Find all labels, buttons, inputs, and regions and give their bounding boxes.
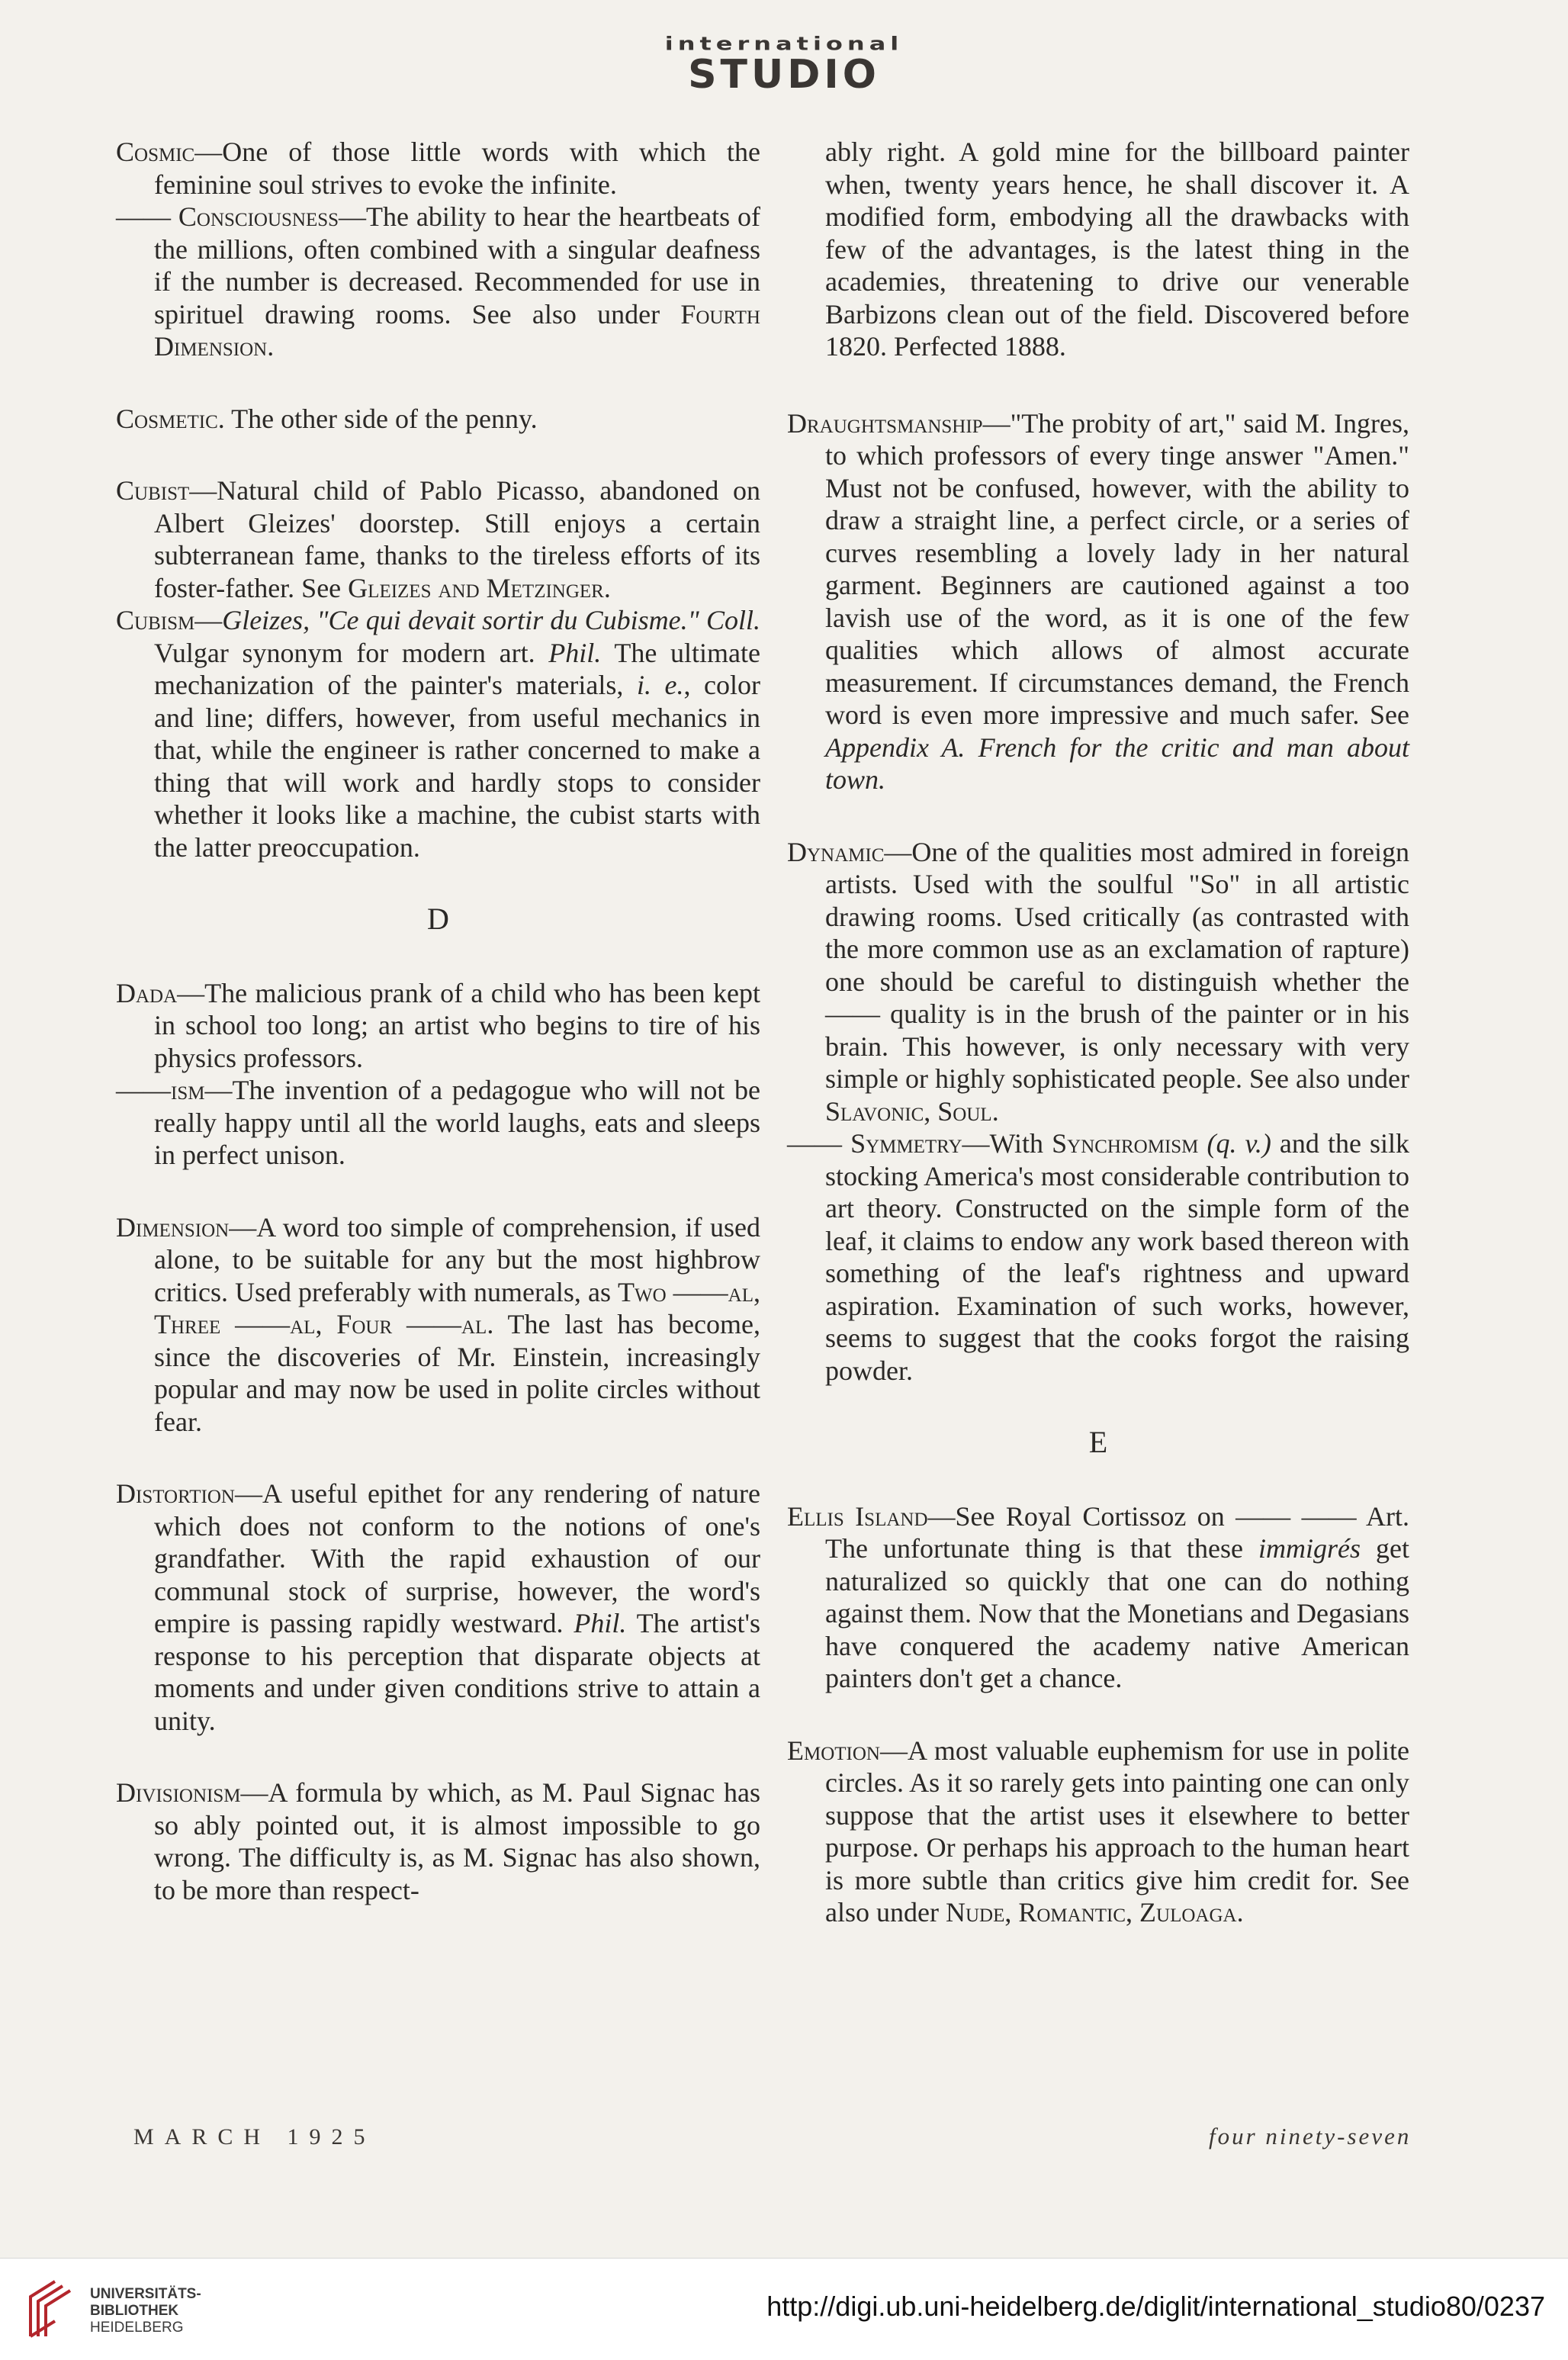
cross-reference: Synchromism [1052,1128,1199,1159]
definition: . The last has become, since the discoveries of Mr. Einstein, increasingly popular and may now be used in polite circles without fear. [154,1309,760,1437]
cross-reference: Slavonic, Soul [825,1095,992,1127]
definition: —Natural child of Pablo Picasso, abandoned on Albert Gleizes' doorstep. Still enjoys a certain subterranean fame, thanks to the tireless efforts of its foster-father. See [154,475,760,603]
headword: Distortion [116,1478,235,1509]
footer-page-number: four ninety-seven [1209,2123,1412,2149]
definition: —See Royal Cortissoz on —— —— Art. The unfortunate thing is that these [825,1500,1409,1564]
entry-symmetry [787,1127,1409,1387]
entry-dada [116,977,760,1075]
cross-reference: Fourth Dimension [154,298,760,362]
definition: and the silk stocking America's most considerable contribution to art theory. Constructed on the simple form of the leaf, it claims to endow any work based thereon with something of the leaf's rightness and upward aspiration. Examination of such works, however, seems to suggest that the cooks forgot the raising powder. [825,1128,1410,1386]
cross-reference: Appendix A. French for the critic and man about town. [825,731,1409,795]
abbreviation: (q. v.) [1207,1128,1271,1159]
repeat-dash: —— [116,201,171,232]
headword: Emotion [787,1735,880,1766]
masthead-studio: STUDIO [688,52,880,98]
foreign-word: immigrés [1258,1533,1361,1564]
entry-ellis-island [787,1500,1409,1695]
entry-cubism [116,604,760,863]
source-url-link[interactable]: http://digi.ub.uni-heidelberg.de/diglit/international_studio80/0237 [766,2291,1545,2322]
definition: . The other side of the penny. [217,403,538,434]
headword: Cubist [116,475,190,506]
cross-reference: Two ——al, Three ——al, Four ——al [154,1276,760,1339]
entry-dynamic [787,836,1409,1128]
section-letter-d: D [427,902,449,936]
headword: Dimension [116,1211,230,1243]
abbreviation: Phil. [574,1608,627,1638]
continuation-text: ably right. A gold mine for the billboard painter when, twenty years hence, he shall discover it. A modified form, embodying all the drawbacks with few of the advantages, is the latest thing in the academies, threatening to drive our venerable Barbizons clean out of the field. Discovered before 1820. Perfected 1888. [825,137,1409,362]
footer-date: MARCH 1925 [133,2124,376,2149]
definition: —A useful epithet for any rendering of nature which does not conform to the notions of one's grandfather. With the rapid exhaustion of our communal stock of surprise, however, the word's empire is passing rapidly westward. [154,1478,760,1638]
library-name[interactable] [90,2286,201,2336]
punctuation: . [1236,1897,1244,1928]
headword: Divisionism [116,1777,241,1808]
cross-reference: Nude, Romantic, Zuloaga [945,1897,1237,1928]
punctuation: . [603,572,611,603]
masthead [0,29,1568,98]
entry-draughtsmanship [787,407,1409,796]
entry-cosmic [116,136,760,201]
library-bar [0,2258,1568,2360]
entry-emotion [787,1735,1409,1929]
definition: The artist's response to his perception that disparate objects at moments and under given conditions strive to attain a unity. [154,1608,761,1736]
library-name-line1: UNIVERSITÄTS- [90,2286,201,2302]
definition: Vulgar synonym for modern art. [154,637,549,668]
headword: Draughtsmanship [787,407,983,439]
repeat-dash: —— [116,1075,171,1105]
headword: Ellis Island [787,1500,928,1532]
entry-dimension [116,1211,760,1439]
definition: The ultimate mechanization of the painter's materials, [154,637,760,700]
definition: —With [962,1128,1052,1159]
definition: , color and line; differs, however, from useful mechanics in that, while the engineer is rather concerned to make a thing that will work and hardly stops to consider whether it looks like a machine, the cubist starts with the latter preoccupation. [154,670,761,863]
headword: Cosmic [116,137,195,167]
library-logo-icon[interactable] [24,2274,78,2342]
masthead-international: international [664,32,904,55]
citation: Gleizes, "Ce qui devait sortir du Cubisme." Coll. [222,605,760,635]
headword: ism [171,1075,205,1105]
dash: — [194,605,223,635]
definition: —"The probity of art," said M. Ingres, to which professors of every tinge answer "Amen." Must not be confused, however, with the ability to draw a straight line, a perfect circle, or a series of curves resembling a lovely lady in her natural garment. Beginners are cautioned against a too lavish use of the word, as it is one of the few qualities which allows of almost accurate measurement. If circumstances demand, the French word is even more impressive and much safer. See [825,407,1409,730]
definition: —A word too simple of comprehension, if used alone, to be suitable for any but the most highbrow critics. Used preferably with numerals, as [154,1211,760,1307]
library-name-line3: HEIDELBERG [90,2320,184,2336]
library-name-line2: BIBLIOTHEK [90,2303,179,2319]
definition: —A formula by which, as M. Paul Signac has so ably pointed out, it is almost impossible to go wrong. The difficulty is, as M. Signac has also shown, to be more than respect- [154,1777,760,1905]
definition: —The ability to hear the heartbeats of the millions, often combined with a singular deafness if the number is decreased. Recommended for use in spirituel drawing rooms. See also under [154,201,761,330]
entry-ism [116,1074,760,1172]
cross-reference: Gleizes and Metzinger [348,572,604,603]
repeat-dash: —— [787,1128,842,1159]
headword: Symmetry [850,1128,962,1159]
definition: —A most valuable euphemism for use in polite circles. As it so rarely gets into painting one can only suppose that the artist uses it elsewhere to better purpose. Or perhaps his approach to the human heart is more subtle than critics give him credit for. See also under [825,1735,1409,1928]
section-letter-e: E [1088,1425,1108,1459]
definition: —The malicious prank of a child who has been kept in school too long; an artist who begins to tire of his physics professors. [154,977,760,1073]
entry-distortion [116,1477,760,1737]
abbreviation: Phil. [548,637,602,668]
left-column [116,136,760,1906]
headword: Dynamic [787,836,885,867]
definition: —One of the qualities most admired in foreign artists. Used with the soulful "So" in all artistic drawing rooms. Used critically (as contrasted with the more common use as an exclamation of rapture) one should be careful to distinguish whether the —— quality is in the brush of the painter or in his brain. This however, is only necessary with very simple or highly sophisticated people. See also under [825,836,1409,1094]
punctuation: . [267,331,275,362]
entry-consciousness [116,201,760,363]
entry-divisionism [116,1776,760,1906]
headword: Consciousness [178,201,339,232]
right-column [787,136,1409,1929]
definition: —One of those little words with which the feminine soul strives to evoke the infinite. [154,137,760,200]
headword: Dada [116,977,178,1008]
entry-cubist [116,474,760,604]
definition: get naturalized so quickly that one can do nothing against them. Now that the Monetians and Degasians have conquered the academy native American painters don't get a chance. [825,1533,1410,1693]
headword: Cosmetic [116,403,218,434]
abbreviation: i. e. [636,670,684,700]
entry-cosmetic [116,403,760,436]
definition: —The invention of a pedagogue who will not be really happy until all the world laughs, eats and sleeps in perfect unison. [154,1075,760,1170]
headword: Cubism [116,605,195,635]
punctuation: . [991,1095,999,1127]
